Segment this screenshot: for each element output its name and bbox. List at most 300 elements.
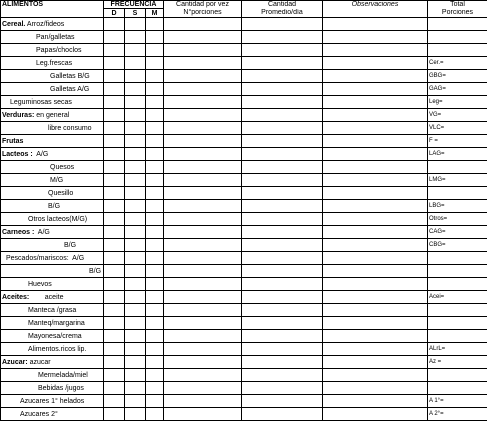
n-porciones-cell[interactable] xyxy=(164,174,242,187)
food-name-cell xyxy=(1,213,104,226)
freq-s-cell[interactable] xyxy=(125,369,146,382)
promedio-dia-cell[interactable] xyxy=(242,96,323,109)
promedio-dia-cell[interactable] xyxy=(242,408,323,421)
freq-m-cell[interactable] xyxy=(146,291,164,304)
freq-s-cell[interactable] xyxy=(125,356,146,369)
freq-d-cell[interactable] xyxy=(104,96,125,109)
freq-s-cell[interactable] xyxy=(125,161,146,174)
observaciones-cell[interactable] xyxy=(323,148,428,161)
freq-s-cell[interactable] xyxy=(125,330,146,343)
freq-m-cell[interactable] xyxy=(146,226,164,239)
freq-d-cell[interactable] xyxy=(104,239,125,252)
observaciones-cell[interactable] xyxy=(323,31,428,44)
n-porciones-cell[interactable] xyxy=(164,395,242,408)
freq-s-cell[interactable] xyxy=(125,226,146,239)
n-porciones-cell[interactable] xyxy=(164,408,242,421)
table-row xyxy=(1,109,487,122)
header-promedio-dia: Promedio/día xyxy=(242,9,323,18)
observaciones-cell[interactable] xyxy=(323,135,428,148)
food-name-cell xyxy=(1,226,104,239)
header-frecuencia: FRECUENCIA xyxy=(104,1,164,9)
n-porciones-cell[interactable] xyxy=(164,148,242,161)
total-porciones-cell: Az = xyxy=(428,356,487,369)
food-name-cell xyxy=(1,382,104,395)
food-item-label: Manteq/margarina xyxy=(28,319,85,327)
freq-d-cell[interactable] xyxy=(104,265,125,278)
freq-s-cell[interactable] xyxy=(125,265,146,278)
total-porciones-cell xyxy=(428,265,487,278)
freq-d-cell[interactable] xyxy=(104,356,125,369)
promedio-dia-cell[interactable] xyxy=(242,44,323,57)
total-porciones-cell: A 2°= xyxy=(428,408,487,421)
promedio-dia-cell[interactable] xyxy=(242,291,323,304)
promedio-dia-cell[interactable] xyxy=(242,187,323,200)
food-item-label: Pescados/mariscos: A/G xyxy=(6,254,85,262)
table-body xyxy=(1,18,487,421)
header-cantidad-vez: Cantidad por vez xyxy=(164,1,242,9)
observaciones-cell[interactable] xyxy=(323,213,428,226)
freq-m-cell[interactable] xyxy=(146,200,164,213)
total-porciones-cell: Cer.= xyxy=(428,57,487,70)
freq-s-cell[interactable] xyxy=(125,343,146,356)
freq-d-cell[interactable] xyxy=(104,226,125,239)
table-row xyxy=(1,187,487,200)
freq-d-cell[interactable] xyxy=(104,408,125,421)
n-porciones-cell[interactable] xyxy=(164,330,242,343)
total-porciones-cell: ALrL= xyxy=(428,343,487,356)
freq-d-cell[interactable] xyxy=(104,57,125,70)
n-porciones-cell[interactable] xyxy=(164,343,242,356)
observaciones-cell[interactable] xyxy=(323,96,428,109)
n-porciones-cell[interactable] xyxy=(164,83,242,96)
food-item-label: Quesos xyxy=(50,163,75,171)
food-name-cell xyxy=(1,291,104,304)
freq-s-cell[interactable] xyxy=(125,408,146,421)
food-item-label: Azucares 1° helados xyxy=(20,397,85,405)
food-item-label: aceite xyxy=(29,293,64,301)
freq-m-cell[interactable] xyxy=(146,343,164,356)
promedio-dia-cell[interactable] xyxy=(242,200,323,213)
table-row xyxy=(1,200,487,213)
n-porciones-cell[interactable] xyxy=(164,265,242,278)
freq-m-cell[interactable] xyxy=(146,18,164,31)
header-freq-d: D xyxy=(104,9,125,18)
n-porciones-cell[interactable] xyxy=(164,187,242,200)
food-item-label: B/G xyxy=(48,202,61,210)
n-porciones-cell[interactable] xyxy=(164,382,242,395)
food-name-cell xyxy=(1,161,104,174)
food-name-cell xyxy=(1,265,104,278)
table-row xyxy=(1,291,487,304)
promedio-dia-cell[interactable] xyxy=(242,161,323,174)
table-row xyxy=(1,70,487,83)
freq-m-cell[interactable] xyxy=(146,161,164,174)
promedio-dia-cell[interactable] xyxy=(242,109,323,122)
observaciones-cell[interactable] xyxy=(323,57,428,70)
freq-m-cell[interactable] xyxy=(146,408,164,421)
n-porciones-cell[interactable] xyxy=(164,57,242,70)
freq-d-cell[interactable] xyxy=(104,83,125,96)
n-porciones-cell[interactable] xyxy=(164,96,242,109)
total-porciones-cell xyxy=(428,252,487,265)
table-row xyxy=(1,148,487,161)
freq-s-cell[interactable] xyxy=(125,96,146,109)
freq-m-cell[interactable] xyxy=(146,239,164,252)
food-item-label: Bebidas /jugos xyxy=(38,384,84,392)
freq-d-cell[interactable] xyxy=(104,395,125,408)
total-porciones-cell: VG= xyxy=(428,109,487,122)
freq-d-cell[interactable] xyxy=(104,213,125,226)
promedio-dia-cell[interactable] xyxy=(242,83,323,96)
freq-m-cell[interactable] xyxy=(146,44,164,57)
freq-m-cell[interactable] xyxy=(146,174,164,187)
n-porciones-cell[interactable] xyxy=(164,369,242,382)
total-porciones-cell xyxy=(428,330,487,343)
food-item-label: Arroz/fideos xyxy=(25,20,65,28)
total-porciones-cell: Acei= xyxy=(428,291,487,304)
freq-s-cell[interactable] xyxy=(125,70,146,83)
promedio-dia-cell[interactable] xyxy=(242,70,323,83)
freq-s-cell[interactable] xyxy=(125,174,146,187)
freq-d-cell[interactable] xyxy=(104,161,125,174)
total-porciones-cell xyxy=(428,278,487,291)
freq-m-cell[interactable] xyxy=(146,369,164,382)
observaciones-cell[interactable] xyxy=(323,174,428,187)
n-porciones-cell[interactable] xyxy=(164,278,242,291)
observaciones-cell[interactable] xyxy=(323,109,428,122)
freq-d-cell[interactable] xyxy=(104,31,125,44)
n-porciones-cell[interactable] xyxy=(164,122,242,135)
table-row xyxy=(1,226,487,239)
observaciones-cell[interactable] xyxy=(323,83,428,96)
freq-s-cell[interactable] xyxy=(125,200,146,213)
food-item-label: Mermelada/miel xyxy=(38,371,88,379)
header-cantidad: Cantidad xyxy=(242,1,323,9)
n-porciones-cell[interactable] xyxy=(164,239,242,252)
food-group-label: Frutas xyxy=(2,137,24,145)
freq-d-cell[interactable] xyxy=(104,278,125,291)
food-item-label: Pan/galletas xyxy=(36,33,75,41)
freq-s-cell[interactable] xyxy=(125,135,146,148)
freq-s-cell[interactable] xyxy=(125,31,146,44)
promedio-dia-cell[interactable] xyxy=(242,213,323,226)
freq-s-cell[interactable] xyxy=(125,252,146,265)
freq-d-cell[interactable] xyxy=(104,343,125,356)
freq-s-cell[interactable] xyxy=(125,122,146,135)
table-row xyxy=(1,161,487,174)
food-name-cell xyxy=(1,395,104,408)
food-item-label: Leguminosas secas xyxy=(10,98,72,106)
header-alimentos-blank xyxy=(1,9,104,18)
food-item-label: Alimentos.ricos lip. xyxy=(28,345,87,353)
freq-d-cell[interactable] xyxy=(104,109,125,122)
food-item-label: Mayonesa/crema xyxy=(28,332,82,340)
freq-s-cell[interactable] xyxy=(125,18,146,31)
freq-m-cell[interactable] xyxy=(146,356,164,369)
freq-s-cell[interactable] xyxy=(125,278,146,291)
n-porciones-cell[interactable] xyxy=(164,291,242,304)
observaciones-cell[interactable] xyxy=(323,161,428,174)
n-porciones-cell[interactable] xyxy=(164,18,242,31)
promedio-dia-cell[interactable] xyxy=(242,304,323,317)
freq-d-cell[interactable] xyxy=(104,135,125,148)
food-item-label: libre consumo xyxy=(48,124,92,132)
freq-s-cell[interactable] xyxy=(125,239,146,252)
food-name-cell xyxy=(1,200,104,213)
food-name-cell xyxy=(1,304,104,317)
food-name-cell xyxy=(1,278,104,291)
promedio-dia-cell[interactable] xyxy=(242,330,323,343)
n-porciones-cell[interactable] xyxy=(164,317,242,330)
freq-d-cell[interactable] xyxy=(104,304,125,317)
promedio-dia-cell[interactable] xyxy=(242,395,323,408)
observaciones-cell[interactable] xyxy=(323,330,428,343)
freq-m-cell[interactable] xyxy=(146,330,164,343)
total-porciones-cell xyxy=(428,187,487,200)
header-porciones: Porciones xyxy=(428,9,487,18)
freq-m-cell[interactable] xyxy=(146,122,164,135)
promedio-dia-cell[interactable] xyxy=(242,18,323,31)
promedio-dia-cell[interactable] xyxy=(242,122,323,135)
table-row xyxy=(1,122,487,135)
food-item-label: Leg.frescas xyxy=(36,59,73,67)
n-porciones-cell[interactable] xyxy=(164,31,242,44)
promedio-dia-cell[interactable] xyxy=(242,31,323,44)
promedio-dia-cell[interactable] xyxy=(242,265,323,278)
total-porciones-cell xyxy=(428,31,487,44)
observaciones-cell[interactable] xyxy=(323,18,428,31)
freq-d-cell[interactable] xyxy=(104,122,125,135)
table-row xyxy=(1,135,487,148)
promedio-dia-cell[interactable] xyxy=(242,135,323,148)
promedio-dia-cell[interactable] xyxy=(242,252,323,265)
freq-m-cell[interactable] xyxy=(146,31,164,44)
header-observaciones-blank xyxy=(323,9,428,18)
n-porciones-cell[interactable] xyxy=(164,356,242,369)
observaciones-cell[interactable] xyxy=(323,239,428,252)
freq-d-cell[interactable] xyxy=(104,330,125,343)
observaciones-cell[interactable] xyxy=(323,356,428,369)
table-row xyxy=(1,96,487,109)
promedio-dia-cell[interactable] xyxy=(242,57,323,70)
freq-s-cell[interactable] xyxy=(125,304,146,317)
food-name-cell xyxy=(1,343,104,356)
freq-d-cell[interactable] xyxy=(104,148,125,161)
freq-s-cell[interactable] xyxy=(125,148,146,161)
freq-m-cell[interactable] xyxy=(146,304,164,317)
food-name-cell xyxy=(1,317,104,330)
observaciones-cell[interactable] xyxy=(323,395,428,408)
freq-m-cell[interactable] xyxy=(146,187,164,200)
freq-s-cell[interactable] xyxy=(125,83,146,96)
food-item-label: B/G xyxy=(89,267,102,275)
freq-s-cell[interactable] xyxy=(125,291,146,304)
total-porciones-cell xyxy=(428,382,487,395)
freq-d-cell[interactable] xyxy=(104,187,125,200)
n-porciones-cell[interactable] xyxy=(164,226,242,239)
freq-m-cell[interactable] xyxy=(146,395,164,408)
total-porciones-cell xyxy=(428,18,487,31)
freq-d-cell[interactable] xyxy=(104,174,125,187)
freq-m-cell[interactable] xyxy=(146,109,164,122)
freq-d-cell[interactable] xyxy=(104,382,125,395)
observaciones-cell[interactable] xyxy=(323,70,428,83)
freq-m-cell[interactable] xyxy=(146,317,164,330)
total-porciones-cell xyxy=(428,161,487,174)
food-name-cell xyxy=(1,96,104,109)
freq-d-cell[interactable] xyxy=(104,200,125,213)
freq-s-cell[interactable] xyxy=(125,395,146,408)
food-item-label: Galletas B/G xyxy=(50,72,90,80)
n-porciones-cell[interactable] xyxy=(164,304,242,317)
table-row xyxy=(1,317,487,330)
promedio-dia-cell[interactable] xyxy=(242,174,323,187)
freq-d-cell[interactable] xyxy=(104,18,125,31)
promedio-dia-cell[interactable] xyxy=(242,369,323,382)
freq-m-cell[interactable] xyxy=(146,382,164,395)
n-porciones-cell[interactable] xyxy=(164,200,242,213)
n-porciones-cell[interactable] xyxy=(164,109,242,122)
table-row xyxy=(1,343,487,356)
promedio-dia-cell[interactable] xyxy=(242,226,323,239)
table-row xyxy=(1,174,487,187)
promedio-dia-cell[interactable] xyxy=(242,317,323,330)
freq-m-cell[interactable] xyxy=(146,278,164,291)
freq-m-cell[interactable] xyxy=(146,57,164,70)
food-name-cell xyxy=(1,356,104,369)
observaciones-cell[interactable] xyxy=(323,187,428,200)
food-item-label: Otros lacteos(M/G) xyxy=(28,215,88,223)
food-item-label: Galletas A/G xyxy=(50,85,90,93)
table-row xyxy=(1,265,487,278)
freq-d-cell[interactable] xyxy=(104,252,125,265)
freq-s-cell[interactable] xyxy=(125,213,146,226)
observaciones-cell[interactable] xyxy=(323,226,428,239)
promedio-dia-cell[interactable] xyxy=(242,239,323,252)
freq-d-cell[interactable] xyxy=(104,291,125,304)
n-porciones-cell[interactable] xyxy=(164,44,242,57)
freq-s-cell[interactable] xyxy=(125,57,146,70)
total-porciones-cell: GAG= xyxy=(428,83,487,96)
food-group-label: Cereal. xyxy=(2,20,26,28)
food-name-cell xyxy=(1,239,104,252)
food-name-cell xyxy=(1,187,104,200)
table-row xyxy=(1,278,487,291)
promedio-dia-cell[interactable] xyxy=(242,343,323,356)
observaciones-cell[interactable] xyxy=(323,265,428,278)
table-row xyxy=(1,213,487,226)
table-row xyxy=(1,31,487,44)
food-name-cell xyxy=(1,109,104,122)
table-row xyxy=(1,57,487,70)
freq-s-cell[interactable] xyxy=(125,187,146,200)
freq-m-cell[interactable] xyxy=(146,83,164,96)
food-group-label: Carneos : xyxy=(2,228,35,236)
total-porciones-cell: A 1°= xyxy=(428,395,487,408)
table-row xyxy=(1,330,487,343)
freq-m-cell[interactable] xyxy=(146,70,164,83)
total-porciones-cell: CAG= xyxy=(428,226,487,239)
food-group-label: Azucar: xyxy=(2,358,28,366)
total-porciones-cell xyxy=(428,317,487,330)
food-item-label: Papas/choclos xyxy=(36,46,82,54)
observaciones-cell[interactable] xyxy=(323,252,428,265)
observaciones-cell[interactable] xyxy=(323,278,428,291)
n-porciones-cell[interactable] xyxy=(164,135,242,148)
freq-m-cell[interactable] xyxy=(146,265,164,278)
observaciones-cell[interactable] xyxy=(323,382,428,395)
header-freq-m: M xyxy=(146,9,164,18)
food-item-label: A/G xyxy=(34,228,50,236)
food-name-cell xyxy=(1,174,104,187)
promedio-dia-cell[interactable] xyxy=(242,278,323,291)
n-porciones-cell[interactable] xyxy=(164,252,242,265)
freq-d-cell[interactable] xyxy=(104,70,125,83)
table-row xyxy=(1,382,487,395)
freq-d-cell[interactable] xyxy=(104,317,125,330)
observaciones-cell[interactable] xyxy=(323,44,428,57)
food-name-cell xyxy=(1,408,104,421)
n-porciones-cell[interactable] xyxy=(164,213,242,226)
observaciones-cell[interactable] xyxy=(323,122,428,135)
promedio-dia-cell[interactable] xyxy=(242,356,323,369)
food-name-cell xyxy=(1,330,104,343)
total-porciones-cell xyxy=(428,44,487,57)
food-name-cell xyxy=(1,70,104,83)
food-item-label: M/G xyxy=(50,176,64,184)
freq-m-cell[interactable] xyxy=(146,96,164,109)
food-group-label: Lacteos : xyxy=(2,150,33,158)
food-name-cell xyxy=(1,135,104,148)
promedio-dia-cell[interactable] xyxy=(242,148,323,161)
food-item-label: en general xyxy=(34,111,70,119)
n-porciones-cell[interactable] xyxy=(164,70,242,83)
food-item-label: Quesillo xyxy=(48,189,74,197)
freq-s-cell[interactable] xyxy=(125,382,146,395)
observaciones-cell[interactable] xyxy=(323,317,428,330)
observaciones-cell[interactable] xyxy=(323,343,428,356)
n-porciones-cell[interactable] xyxy=(164,161,242,174)
freq-m-cell[interactable] xyxy=(146,213,164,226)
freq-m-cell[interactable] xyxy=(146,148,164,161)
freq-d-cell[interactable] xyxy=(104,44,125,57)
food-name-cell xyxy=(1,44,104,57)
total-porciones-cell: Otros= xyxy=(428,213,487,226)
food-item-label: azucar xyxy=(27,358,51,366)
promedio-dia-cell[interactable] xyxy=(242,382,323,395)
observaciones-cell[interactable] xyxy=(323,200,428,213)
freq-s-cell[interactable] xyxy=(125,109,146,122)
freq-m-cell[interactable] xyxy=(146,135,164,148)
table-row xyxy=(1,369,487,382)
freq-d-cell[interactable] xyxy=(104,369,125,382)
food-group-label: Aceites: xyxy=(2,293,30,301)
freq-s-cell[interactable] xyxy=(125,317,146,330)
freq-m-cell[interactable] xyxy=(146,252,164,265)
observaciones-cell[interactable] xyxy=(323,408,428,421)
freq-s-cell[interactable] xyxy=(125,44,146,57)
table-row xyxy=(1,83,487,96)
total-porciones-cell: Leg= xyxy=(428,96,487,109)
observaciones-cell[interactable] xyxy=(323,291,428,304)
total-porciones-cell: LAG= xyxy=(428,148,487,161)
header-observaciones: Observaciones xyxy=(323,1,428,9)
observaciones-cell[interactable] xyxy=(323,304,428,317)
observaciones-cell[interactable] xyxy=(323,369,428,382)
header-freq-s: S xyxy=(125,9,146,18)
total-porciones-cell: LBG= xyxy=(428,200,487,213)
food-item-label: Azucares 2° xyxy=(20,410,58,418)
